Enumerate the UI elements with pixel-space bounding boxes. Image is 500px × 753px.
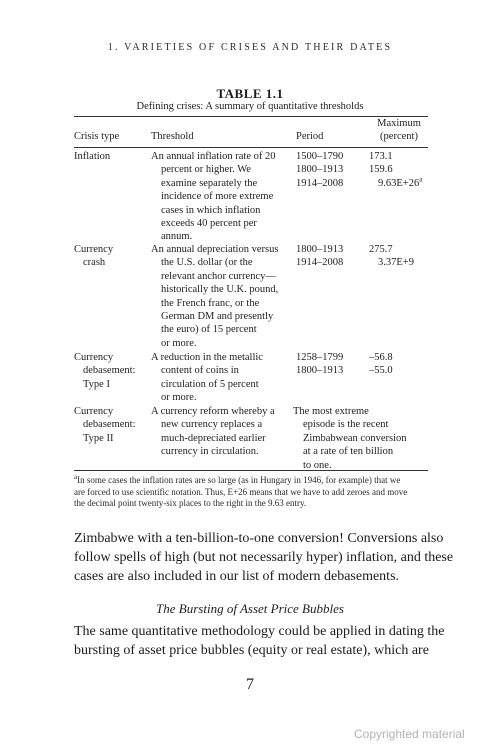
copyright-notice: Copyrighted material [354, 727, 465, 741]
section-heading: The Bursting of Asset Price Bubbles [156, 601, 344, 616]
cell-threshold: An annual inflation rate of 20 percent or higher. We examine separately the incidence of more extreme cases in which inflation exceeds 40 percent per annum. [151, 151, 276, 243]
cell-period: 1500–1790 1800–1913 1914–2008 [296, 151, 344, 189]
cell-threshold: A currency reform whereby a new currency replaces a much-depreciated earlier currency in circulation. [151, 406, 275, 458]
header-period: Period [296, 131, 324, 142]
header-crisis-type: Crisis type [74, 131, 120, 142]
table-row-debasement-type-2: Currency debasement: Type II [74, 406, 136, 444]
cell-crisis-type: Currency [74, 244, 114, 255]
footnote-marker: a [74, 473, 78, 481]
header-maximum-line2: (percent) [380, 130, 418, 142]
cell-crisis-type: Currency [74, 406, 114, 417]
table-header-rule [74, 147, 428, 148]
table-row-inflation [74, 150, 110, 163]
table-row-currency-crash: Currency crash [74, 244, 114, 269]
table-subtitle: Defining crises: A summary of quantitative thresholds [136, 101, 364, 112]
header-maximum [369, 118, 429, 143]
table-bottom-rule [74, 470, 428, 471]
footnote-marker: a [419, 175, 423, 184]
cell-crisis-type: Currency [74, 352, 114, 363]
page-number: 7 [246, 676, 254, 693]
cell-threshold: A reduction in the metallic content of coins in circulation of 5 percent or more. [151, 352, 263, 404]
table-row-debasement-type-1: Currency debasement: Type I [74, 352, 136, 390]
header-threshold: Threshold [151, 131, 194, 142]
running-head: 1. VARIETIES OF CRISES AND THEIR DATES [107, 42, 393, 53]
cell-note: The most extreme episode is the recent Zimbabwean conversion at a rate of ten billion to one. [293, 406, 407, 471]
table-footnote: $^a$In some cases the inflation rates are so large (as in Hungary in 1946, for example) that we are forced to use scientific notation. Thus, E+26 means that we have to add zeroes and move the decimal point twenty-six places to the right in the 9.63 entry. [74, 473, 408, 508]
cell-period: 1258–1799 1800–1913 [296, 352, 344, 377]
table-top-rule [74, 116, 428, 117]
cell-maximum: 275.7 3.37E+9 [369, 244, 414, 269]
cell-maximum: –56.8 –55.0 [369, 352, 393, 377]
cell-threshold: An annual depreciation versus the U.S. dollar (or the relevant anchor currency— historically the U.K. pound, the French franc, or the German DM and presently the euro) of 15 percent or more. [151, 244, 279, 349]
table-title: TABLE 1.1 [216, 86, 284, 101]
cell-crisis-type: Inflation [74, 151, 111, 162]
body-paragraph: Zimbabwe with a ten-billion-to-one conversion! Conversions also follow spells of high (but not necessarily hyper) inflation, and these cases are also included in our list of modern debasements. [74, 531, 454, 584]
cell-maximum: 173.1 159.6 $9.63E+26^a$ [369, 151, 423, 189]
header-maximum-line1: Maximum [377, 118, 421, 129]
cell-period: 1800–1913 1914–2008 [296, 244, 344, 269]
body-paragraph: The same quantitative methodology could be applied in dating the bursting of asset price bubbles (equity or real estate), which are [74, 624, 445, 658]
